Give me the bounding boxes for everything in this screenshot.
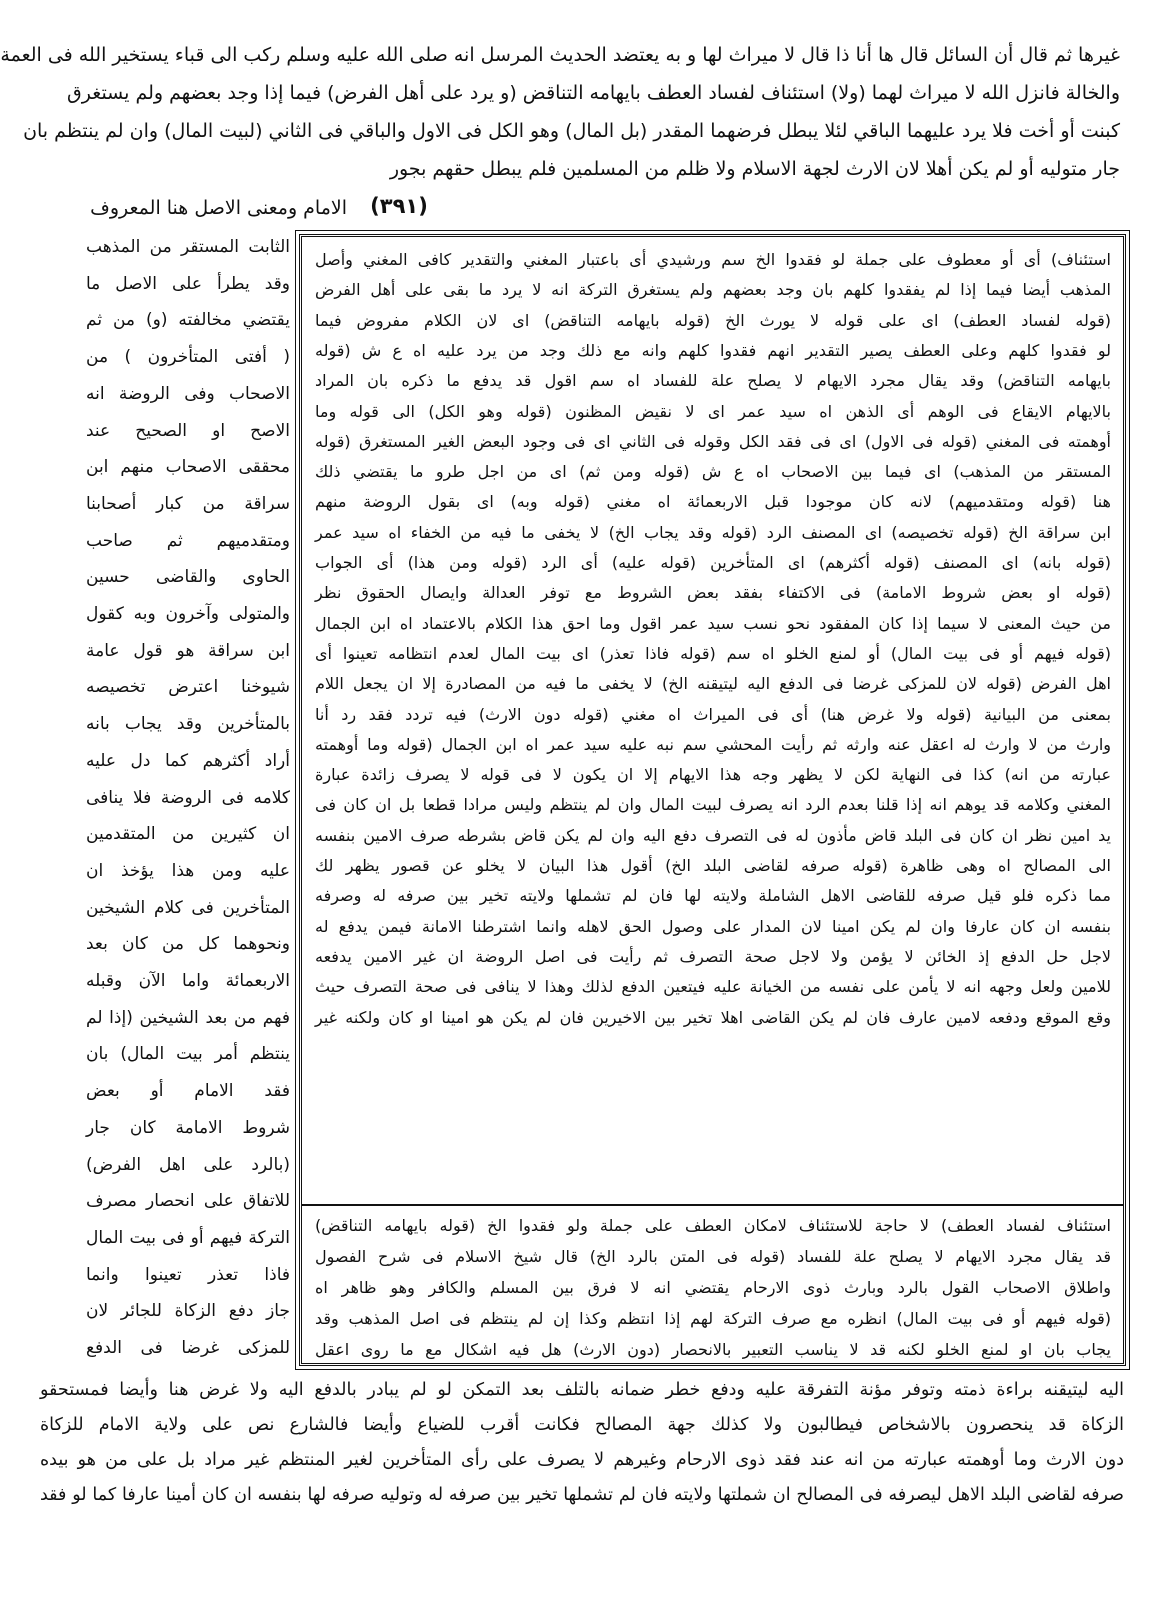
side-column-line: فهم من بعد الشيخين (إذا لم <box>86 1007 290 1028</box>
commentary-line: المذهب أيضا فيما إذا لم يفقدوا كلهم بان وجد بعضهم ولم يستغرق التركة انه لا يرد ما بقى على أهل الفرض <box>315 280 1111 300</box>
side-column-line: الاصح او الصحيح عند <box>86 420 290 441</box>
side-column-line: بالمتأخرين وقد يجاب بانه <box>86 714 290 735</box>
page-number: (٣٩١) <box>370 194 428 218</box>
commentary-line: استئناف لفساد العطف) لا حاجة للاستئناف لامكان العطف على جملة ولو فقدوا الخ (قوله بايهامه التناقض) <box>315 1216 1111 1235</box>
commentary-line: للامين ولعل وجهه انه لا يأمن على نفسه من الخيانة عليه فيتعين الدفع لذلك وهذا لا ينافى فى صحة التصرف حيث <box>315 977 1111 997</box>
commentary-line: قد يقال مجرد الايهام لا يصلح علة للفساد (قوله فى المتن بالرد الخ) قال شيخ الاسلام فى شرح الفصول <box>315 1247 1111 1266</box>
main-text-line: والخالة فانزل الله لا ميراث لهما (ولا) استئناف لفساد العطف بايهامه التناقض (و يرد على أهل الفرض) فيما إذا وجد بعضهم ولم يستغرق <box>67 82 1120 104</box>
side-column-line: جاز دفع الزكاة للجائر لان <box>86 1301 290 1322</box>
side-column-line: ان كثيرين من المتقدمين <box>86 824 290 845</box>
side-column-line: ينتظم أمر بيت المال) بان <box>86 1044 290 1065</box>
commentary-line: (قوله لفساد العطف) اى على قوله لا يورث الخ (قوله بايهامه التناقض) اى لان الكلام مفروض فيما <box>315 310 1111 330</box>
side-column-line: الثابت المستقر من المذهب <box>86 237 290 257</box>
commentary-line: عبارته من انه) كذا فى النهاية لكن لا يظهر وجه هذا الايهام إلا ان يكون لا فى قوله لا يصرف زائدة عبارة <box>315 765 1111 785</box>
commentary-line: استئناف) أى أو معطوف على جملة لو فقدوا الخ سم ورشيدي أى باعتبار المغني والتقدير كافى المغني وأصل <box>315 250 1111 269</box>
commentary-line: ابن سراقة الخ (قوله تخصيصه) اى المصنف الرد (قوله وقد يجاب الخ) لا يخفى ما فيه من الخفاء اه سيد عمر <box>315 522 1111 542</box>
main-text-line: جار متوليه أو لم يكن أهلا لان الارث لجهة الاسلام ولا ظلم من المسلمين فلم يبطل حقهم بجور <box>389 158 1120 180</box>
side-column-line: الاربعمائة واما الآن وقبله <box>86 971 290 991</box>
side-column-line: عليه ومن هذا يؤخذ ان <box>86 860 290 881</box>
commentary-line: اهل الفرض (قوله لان للمزكى غرضا فى الدفع اليه ليتيقنه الخ) لا يخفى ما فيه من المصادرة إلا ان يجعل اللام <box>315 674 1111 694</box>
commentary-line: أوهمته فى المغني (قوله فى الاول) اى فى فقد الكل وقوله فى الثاني اى فى وجود البعض الغير المستغرق (قوله <box>315 431 1111 451</box>
commentary-line: لو فقدوا كلهم وعلى العطف يصير التقدير انهم فقدوا كلهم وانه مع ذلك وجد من يرد عليه اه ع ش (قوله <box>315 340 1111 360</box>
commentary-line: بنفسه ان كان عارفا وان لم يكن امينا لان المدار على وصول الحق لاهله وانما اشترطنا الامانة فيمن يدفع له <box>315 916 1111 936</box>
commentary-line: (قوله او بعض شروط الامامة) فى الاكتفاء بفقد بعض الشروط مع توفر العدالة وايصال الحقوق نظر <box>315 583 1111 603</box>
commentary-line: من حيث المعنى لا سيما إذا كان المفقود نحو نسب سيد عمر اقول وما احق هذا الكلام بالاعتماد اه ابن الجمال <box>315 613 1111 633</box>
book-page <box>2 0 1153 1614</box>
commentary-line: المستقر من المذهب) اى فيما بين الاصحاب اه ع ش (قوله ومن ثم) اى من اجل طرو ما يقتضي ذلك <box>315 462 1111 482</box>
side-column-line: أراد أكثرهم كما دل عليه <box>86 750 290 771</box>
commentary-line: (قوله فيهم أو فى بيت المال) أو لمنع الخلو اه سم (قوله فاذا تعذر) اى بيت المال لعدم انتظامه تعينوا أى <box>315 643 1111 663</box>
main-text-line: الامام ومعنى الاصل هنا المعروف <box>90 197 347 219</box>
side-column-line: الحاوى والقاضى حسين <box>86 567 290 588</box>
commentary-line: مما ذكره فلو قيل صرفه للقاضى الاهل الشاملة ولايته لها فان لم تشملها ولايته تخير بين صرفه له وصرفه <box>315 886 1111 906</box>
side-column-line: الاصحاب وفى الروضة انه <box>86 383 290 404</box>
side-column-line: كلامه فى الروضة فلا ينافى <box>86 787 290 808</box>
commentary-line: بالايهام الايقاع فى الوهم أى الذهن اه سيد عمر اى لا نقيض المظنون (قوله وهو الكل) الى قوله وما <box>315 401 1111 421</box>
side-column-line: ابن سراقة هو قول عامة <box>86 640 290 661</box>
side-column-line: للمزكى غرضا فى الدفع <box>86 1338 290 1358</box>
main-text-line: دون الارث وما أوهمته عبارته من انه عند فقد ذوى الارحام وغيرهم لا يصرف على رأى المتأخرين لغير المنتظم غير مراد بل على من هو بيده <box>40 1450 1124 1470</box>
side-column-line: ومتقدميهم ثم صاحب <box>86 530 290 551</box>
commentary-line: هنا (قوله ومتقدميهم) لانه كان موجودا قبل الاربعمائة اه مغني (قوله وبه) اى بقول الروضة منهم <box>315 492 1111 512</box>
side-column-line: للاتفاق على انحصار مصرف <box>86 1191 290 1212</box>
commentary-line: بمعنى من البيانية (قوله ولا غرض هنا) أى فى الميراث اه مغني (قوله دون الارث) فيه تردد فقد رد أنا <box>315 704 1111 724</box>
side-column-line: شروط الامامة كان جار <box>86 1117 290 1138</box>
side-column-line: والمتولى وآخرون وبه كقول <box>86 604 290 624</box>
main-text-line: كبنت أو أخت فلا يرد عليهما الباقي لئلا يبطل فرضهما المقدر (بل المال) وهو الكل فى الاول والباقي فى الثاني (لبيت المال) وان لم ينتظم بان <box>23 120 1120 142</box>
side-column-line: يقتضي مخالفته (و) من ثم <box>86 310 290 331</box>
side-column-line: التركة فيهم أو فى بيت المال <box>86 1227 290 1248</box>
commentary-line: (قوله فيهم أو فى بيت المال) انظره مع صرف التركة لهم إذا انتظم وكذا إن لم ينتظم فى اصل المذهب وقد <box>315 1309 1111 1328</box>
commentary-line: بايهامه التناقض) وقد يقال مجرد الايهام لا يصلح علة للفساد اه سم اقول قد يدفع ما ذكره بان المراد <box>315 371 1111 391</box>
side-column-line: المتأخرين فى كلام الشيخين <box>86 897 290 918</box>
side-column-line: فقد الامام أو بعض <box>86 1081 290 1102</box>
commentary-line: الى المصالح اه وهى ظاهرة (قوله صرفه لقاضى البلد الخ) أقول هذا البيان لا يخلو عن قصور يظهر لك <box>315 856 1111 875</box>
commentary-line: (قوله بانه) اى المصنف (قوله أكثرهم) اى المتأخرين (قوله عليه) أى الرد (قوله ومن هذا) أى الجواب <box>315 553 1111 572</box>
side-column-line: ( أفتى المتأخرون ) من <box>86 347 290 368</box>
frame-divider <box>302 1204 1123 1206</box>
commentary-line: المغني وكلامه قد يوهم انه إذا قلنا بعدم الرد انه يصرف لبيت المال وان لم ينتظم وليس مرادا قطعا بل ان كان فى <box>315 795 1111 815</box>
side-column-line: محققى الاصحاب منهم ابن <box>86 457 290 478</box>
main-text-line: صرفه لقاضى البلد الاهل ليصرفه فى المصالح ان شملتها ولايته فان لم تشملها تخير بين صرفه له وتوليه صرفه لها بنفسه ان كان أمينا عارفا كما لو فقد <box>40 1485 1124 1505</box>
commentary-line: يد امين نظر ان كان فى البلد قاض مأذون له فى التصرف دفع اليه وان لم يكن قاض بشرطه صرف الامين بنفسه <box>315 825 1111 845</box>
commentary-line: وارث من لا وارث له اعقل عنه وارثه ثم رأيت المحشي سم نبه عليه سيد عمر اه ابن الجمال (قوله وما أوهمته <box>315 734 1111 754</box>
side-column-line: (بالرد على اهل الفرض) <box>86 1154 290 1175</box>
main-text-line: اليه ليتيقنه براءة ذمته وتوفر مؤنة التفرقة عليه ودفع خطر ضمانه بالتلف بعد التمكن لو لم يبادر بالدفع اليه ولا غرض هنا وأيضا فمستحقو <box>40 1380 1124 1400</box>
commentary-line: واطلاق الاصحاب القول بالرد وبارث ذوى الارحام يقتضي انه لا فرق بين المسلم والكافر وهو ظاهر اه <box>315 1278 1111 1297</box>
main-text-line: الزكاة قد ينحصرون بالاشخاص فيطالبون ولا كذلك جهة المصالح فكانت أقرب للضياع وأيضا فالشارع نص على ولاية الامام للزكاة <box>40 1415 1124 1435</box>
side-column-line: سراقة من كبار أصحابنا <box>86 493 290 514</box>
commentary-line: وقع الموقع ودفعه لامين عارف فان لم يكن القاضى اهلا تخير بين الاخيرين فان لم يكن هو امينا او كان ولكنه غير <box>315 1007 1111 1027</box>
main-text-line: غيرها ثم قال أن السائل قال ها أنا ذا قال لا ميراث لها و به يعتضد الحديث المرسل انه صلى الله عليه وسلم ركب الى قباء يستخير الله فى العمة <box>0 44 1120 66</box>
commentary-line: لاجل حل الدفع إذ الخائن لا يؤمن ولا لاجل صحة التصرف ثم رأيت فى اصل الروضة ان غير الامين يدفعه <box>315 946 1111 966</box>
side-column-line: شيوخنا اعترض تخصيصه <box>86 677 290 698</box>
side-column-line: فاذا تعذر تعينوا وانما <box>86 1264 290 1285</box>
commentary-line: يجاب بان او لمنع الخلو لكنه قد لا يناسب التعبير بالانحصار (دون الارث) هل فيه اشكال مع ما روى اعقل <box>315 1340 1111 1359</box>
side-column-line: ونحوهما كل من كان بعد <box>86 934 290 955</box>
side-column-line: وقد يطرأ على الاصل ما <box>86 273 290 294</box>
